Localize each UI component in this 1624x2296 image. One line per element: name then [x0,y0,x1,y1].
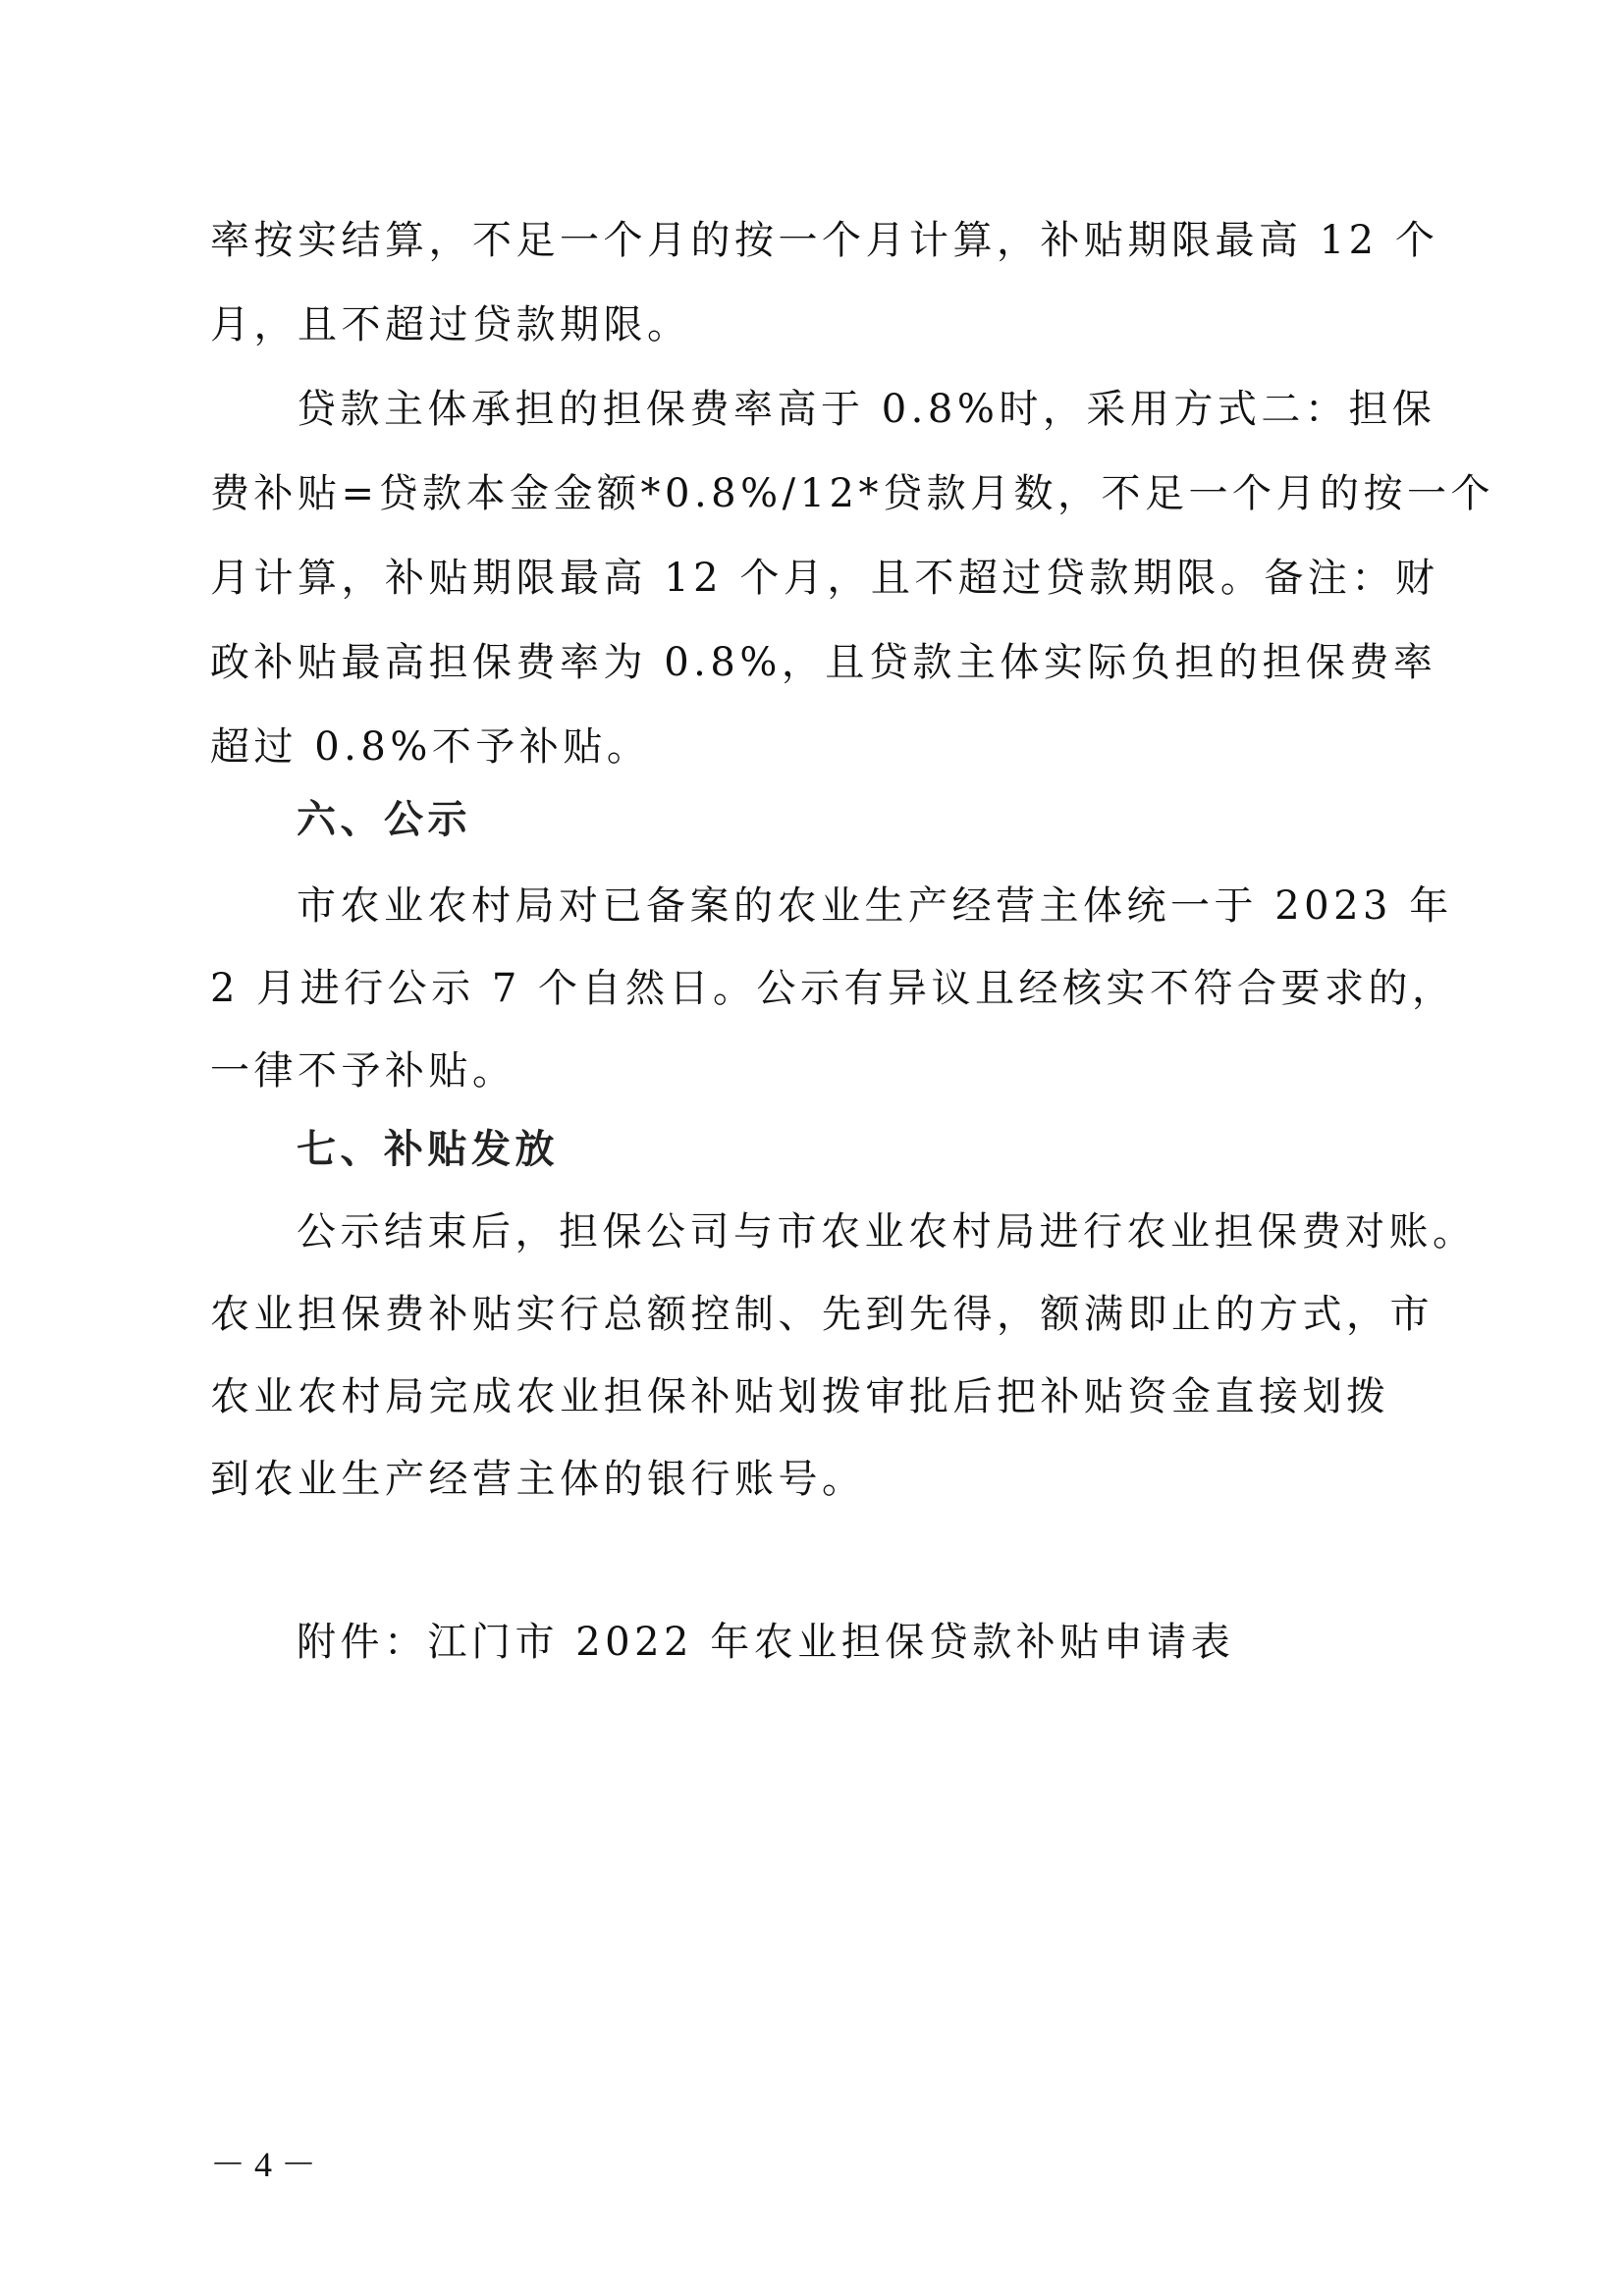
paragraph-line: 2 月进行公示 7 个自然日。公示有异议且经核实不符合要求的， [210,966,1456,1011]
paragraph-line: 费补贴=贷款本金金额*0.8%/12*贷款月数，不足一个月的按一个 [210,471,1495,516]
page-number: － 4 － [210,2145,317,2184]
paragraph-line: 月，且不超过贷款期限。 [210,302,691,347]
paragraph-line: 政补贴最高担保费率为 0.8%，且贷款主体实际负担的担保费率 [210,640,1437,685]
paragraph-line: 超过 0.8%不予补贴。 [210,724,651,770]
section-heading-subsidy-payment: 七、补贴发放 [297,1127,559,1172]
paragraph-line: 到农业生产经营主体的银行账号。 [210,1457,866,1502]
section-heading-publicity: 六、公示 [297,797,471,842]
attachment-note: 附件：江门市 2022 年农业担保贷款补贴申请表 [297,1620,1235,1665]
paragraph-line: 一律不予补贴。 [210,1048,516,1094]
paragraph-line: 贷款主体承担的担保费率高于 0.8%时，采用方式二：担保 [297,387,1436,432]
paragraph-line: 公示结束后，担保公司与市农业农村局进行农业担保费对账。 [297,1209,1477,1255]
paragraph-line: 市农业农村局对已备案的农业生产经营主体统一于 2023 年 [297,883,1453,929]
paragraph-line: 农业农村局完成农业担保补贴划拨审批后把补贴资金直接划拨 [210,1374,1390,1419]
paragraph-line: 月计算，补贴期限最高 12 个月，且不超过贷款期限。备注：财 [210,556,1439,601]
paragraph-line: 率按实结算，不足一个月的按一个月计算，补贴期限最高 12 个 [210,218,1439,263]
paragraph-line: 农业担保费补贴实行总额控制、先到先得，额满即止的方式，市 [210,1292,1434,1337]
